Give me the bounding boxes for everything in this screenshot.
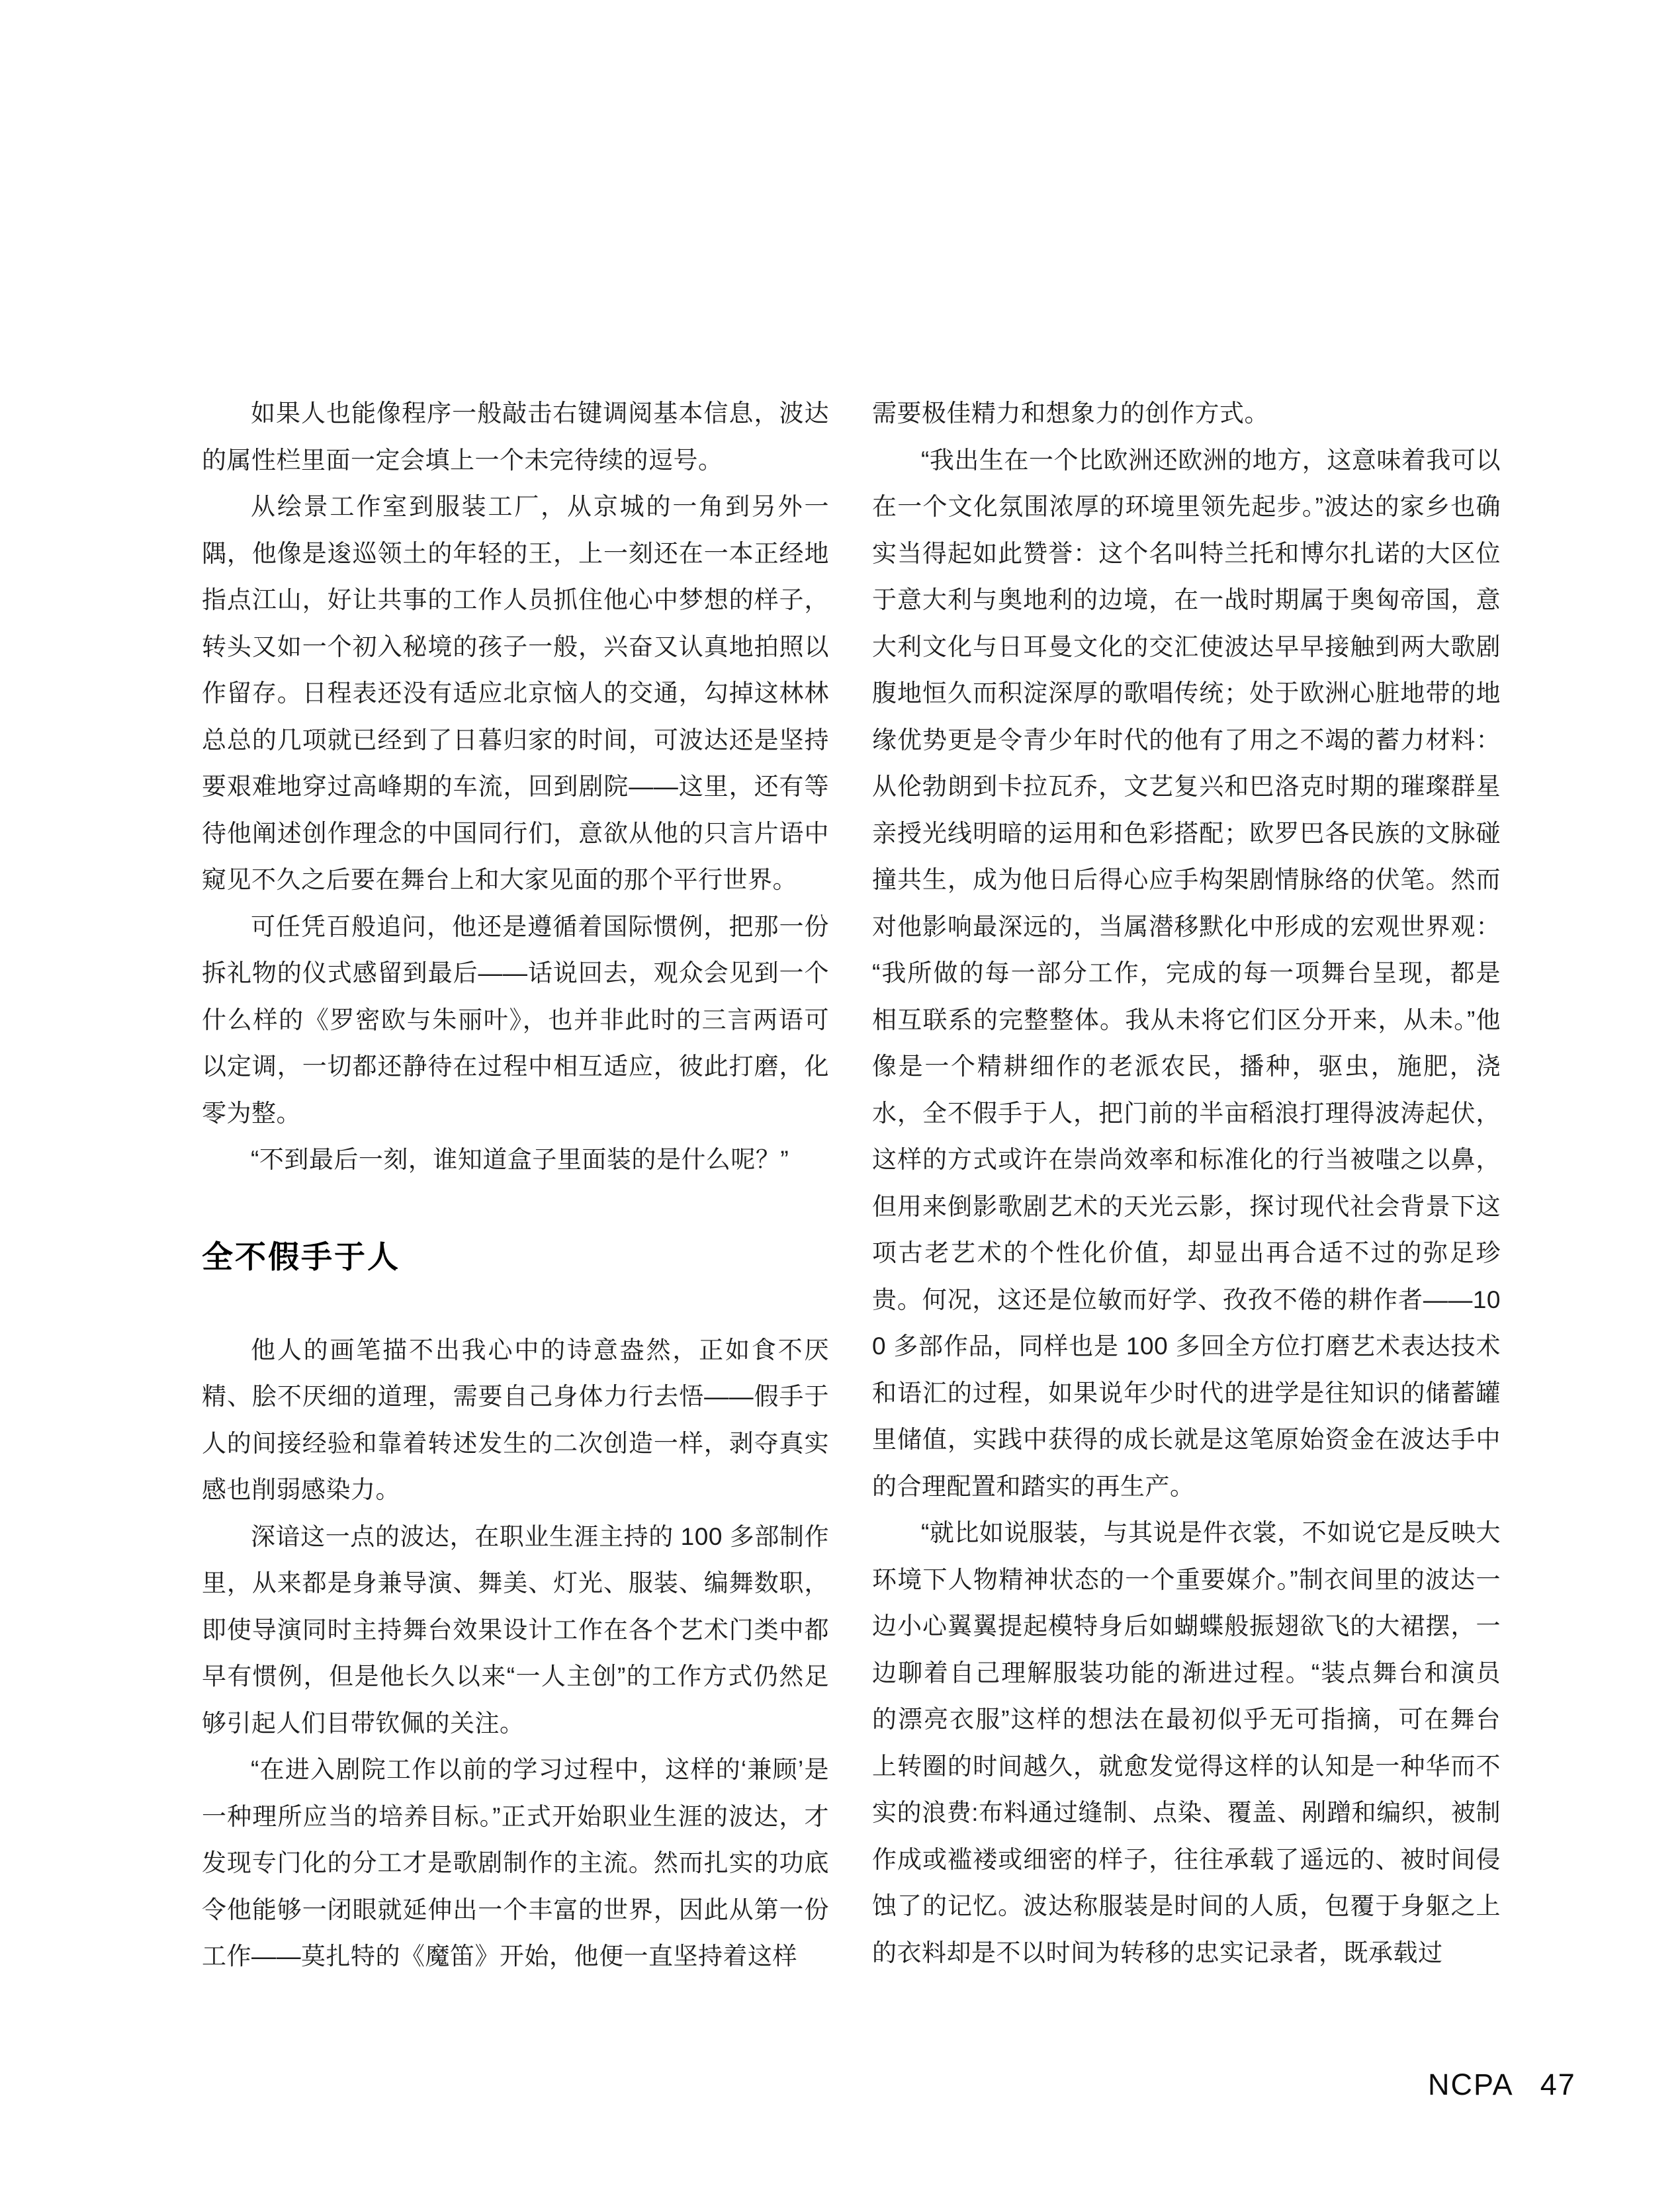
- journal-mark: NCPA: [1428, 2068, 1514, 2101]
- left-column: [202, 390, 829, 1980]
- paragraph: 可任凭百般追问，他还是遵循着国际惯例，把那一份拆礼物的仪式感留到最后——话说回去，观众会见到一个什么样的《罗密欧与朱丽叶》，也并非此时的三言两语可以定调，一切都还静待在过程中相互适应，彼此打磨，化零为整。: [202, 912, 829, 1127]
- page-number: 47: [1540, 2068, 1576, 2101]
- paragraph: 如果人也能像程序一般敲击右键调阅基本信息，波达的属性栏里面一定会填上一个未完待续的逗号。: [202, 400, 829, 474]
- section-heading: 全不假手于人: [202, 1239, 400, 1274]
- paragraph: 他人的画笔描不出我心中的诗意盎然，正如食不厌精、脍不厌细的道理，需要自己身体力行去悟——假手于人的间接经验和靠着转述发生的二次创造一样，剥夺真实感也削弱感染力。: [202, 1336, 829, 1503]
- paragraph: “我出生在一个比欧洲还欧洲的地方，这意味着我可以在一个文化氛围浓厚的环境里领先起步。”波达的家乡也确实当得起如此赞誉：这个名叫特兰托和博尔扎诺的大区位于意大利与奥地利的边境，在一战时期属于奥匈帝国，意大利文化与日耳曼文化的交汇使波达早早接触到两大歌剧腹地恒久而积淀深厚的歌唱传统；处于欧洲心脏地带的地缘优势更是令青少年时代的他有了用之不竭的蓄力材料：从伦勃朗到卡拉瓦乔，文艺复兴和巴洛克时期的璀璨群星亲授光线明暗的运用和色彩搭配；欧罗巴各民族的文脉碰撞共生，成为他日后得心应手构架剧情脉络的伏笔。然而对他影响最深远的，当属潜移默化中形成的宏观世界观：“我所做的每一部分工作，完成的每一项舞台呈现，都是相互联系的完整整体。我从未将它们区分开来，从未。”他像是一个精耕细作的老派农民，播种，驱虫，施肥，浇水，全不假手于人，把门前的半亩稻浪打理得波涛起伏，这样的方式或许在崇尚效率和标准化的行当被嗤之以鼻，但用来倒影歌剧艺术的天光云影，探讨现代社会背景下这项古老艺术的个性化价值，却显出再合适不过的弥足珍贵。何况，这还是位敏而好学、孜孜不倦的耕作者——100 多部作品，同样也是 100 多回全方位打磨艺术表达技术和语汇的过程，如果说年少时代的进学是往知识的储蓄罐里储值，实践中获得的成长就是这笔原始资金在波达手中的合理配置和踏实的再生产。: [872, 446, 1501, 1500]
- paragraph: “在进入剧院工作以前的学习过程中，这样的‘兼顾’是一种理所应当的培养目标。”正式开始职业生涯的波达，才发现专门化的分工才是歌剧制作的主流。然而扎实的功底令他能够一闭眼就延伸出一个丰富的世界，因此从第一份工作——莫扎特的《魔笛》开始，他便一直坚持着这样: [202, 1756, 829, 1970]
- paragraph: 从绘景工作室到服装工厂，从京城的一角到另外一隅，他像是逡巡领土的年轻的王，上一刻还在一本正经地指点江山，好让共事的工作人员抓住他心中梦想的样子，转头又如一个初入秘境的孩子一般，兴奋又认真地拍照以作留存。日程表还没有适应北京恼人的交通，勾掉这林林总总的几项就已经到了日暮归家的时间，可波达还是坚持要艰难地穿过高峰期的车流，回到剧院——这里，还有等待他阐述创作理念的中国同行们，意欲从他的只言片语中窥见不久之后要在舞台上和大家见面的那个平行世界。: [202, 493, 829, 893]
- left-column-paragraphs-bottom: [202, 1327, 829, 1980]
- paragraph: 深谙这一点的波达，在职业生涯主持的 100 多部制作里，从来都是身兼导演、舞美、灯光、服装、编舞数职，即使导演同时主持舞台效果设计工作在各个艺术门类中都早有惯例，但是他长久以来“一人主创”的工作方式仍然足够引起人们目带钦佩的关注。: [202, 1522, 829, 1737]
- paragraph: 需要极佳精力和想象力的创作方式。: [872, 400, 1269, 427]
- page-footer: [1428, 2068, 1576, 2101]
- left-column-paragraphs-top: [202, 390, 829, 1184]
- right-column-paragraphs: [872, 390, 1501, 1976]
- paragraph: “就比如说服装，与其说是件衣裳，不如说它是反映大环境下人物精神状态的一个重要媒介。”制衣间里的波达一边小心翼翼提起模特身后如蝴蝶般振翅欲飞的大裙摆，一边聊着自己理解服装功能的渐进过程。“装点舞台和演员的漂亮衣服”这样的想法在最初似乎无可指摘，可在舞台上转圈的时间越久，就愈发觉得这样的认知是一种华而不实的浪费:布料通过缝制、点染、覆盖、剐蹭和编织，被制作成或褴褛或细密的样子，往往承载了遥远的、被时间侵蚀了的记忆。波达称服装是时间的人质，包覆于身躯之上的衣料却是不以时间为转移的忠实记录者，既承载过: [872, 1519, 1501, 1966]
- right-column: [872, 390, 1501, 1976]
- paragraph: “不到最后一刻，谁知道盒子里面装的是什么呢？”: [251, 1146, 789, 1173]
